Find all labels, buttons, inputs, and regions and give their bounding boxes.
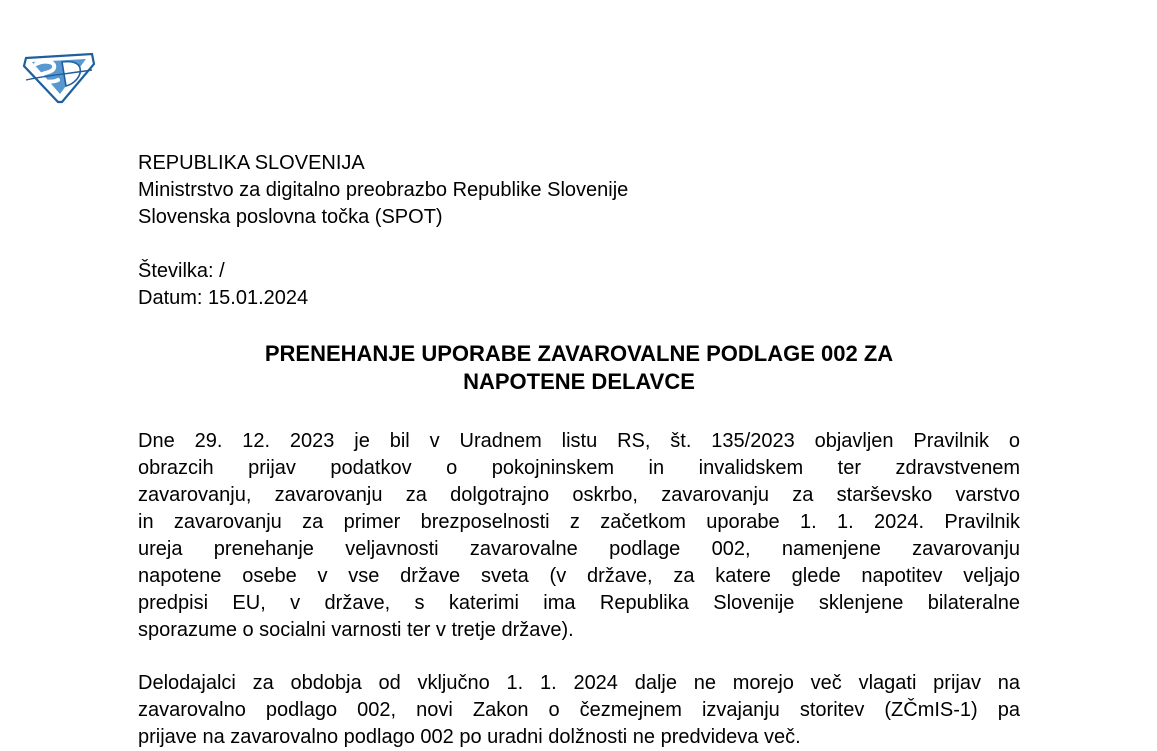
paragraph-line: sporazume o socialni varnosti ter v tretje države). <box>138 619 574 641</box>
document-meta <box>138 258 308 312</box>
paragraph-line: prijave na zavarovalno podlago 002 po uradni dolžnosti ne predvideva več. <box>138 726 801 748</box>
document-date: Datum: 15.01.2024 <box>138 287 309 309</box>
paragraph-line: zavarovanju, zavarovanju za dolgotrajno oskrbo, zavarovanju za starševsko varstvo <box>138 484 1020 506</box>
paragraph-line: zavarovalno podlago 002, novi Zakon o čezmejnem izvajanju storitev (ZČmIS-1) pa <box>138 699 1020 721</box>
title-line-1: PRENEHANJE UPORABE ZAVAROVALNE PODLAGE 002 ZA <box>264 341 894 366</box>
document-title <box>138 340 1020 396</box>
paragraph-line: Dne 29. 12. 2023 je bil v Uradnem listu RS, št. 135/2023 objavljen Pravilnik o <box>138 430 1020 452</box>
document-number: Številka: / <box>138 260 225 282</box>
issuer-header <box>138 150 628 231</box>
body-paragraph-2 <box>138 670 1020 751</box>
issuer-office: Slovenska poslovna točka (SPOT) <box>138 206 443 228</box>
logo-icon <box>22 50 96 104</box>
issuer-country: REPUBLIKA SLOVENIJA <box>138 152 365 174</box>
paragraph-line: Delodajalci za obdobja od vključno 1. 1. 2024 dalje ne morejo več vlagati prijav na <box>138 672 1020 694</box>
title-line-2: NAPOTENE DELAVCE <box>463 369 695 394</box>
body-paragraph-1 <box>138 428 1020 644</box>
issuer-ministry: Ministrstvo za digitalno preobrazbo Republike Slovenije <box>138 179 629 201</box>
paragraph-line: obrazcih prijav podatkov o pokojninskem in invalidskem ter zdravstvenem <box>138 457 1020 479</box>
paragraph-line: ureja prenehanje veljavnosti zavarovalne podlage 002, namenjene zavarovanju <box>138 538 1020 560</box>
paragraph-line: in zavarovanju za primer brezposelnosti z začetkom uporabe 1. 1. 2024. Pravilnik <box>138 511 1020 533</box>
paragraph-line: napotene osebe v vse države sveta (v države, za katere glede napotitev veljajo <box>138 565 1020 587</box>
paragraph-line: predpisi EU, v države, s katerimi ima Republika Slovenije sklenjene bilateralne <box>138 592 1020 614</box>
